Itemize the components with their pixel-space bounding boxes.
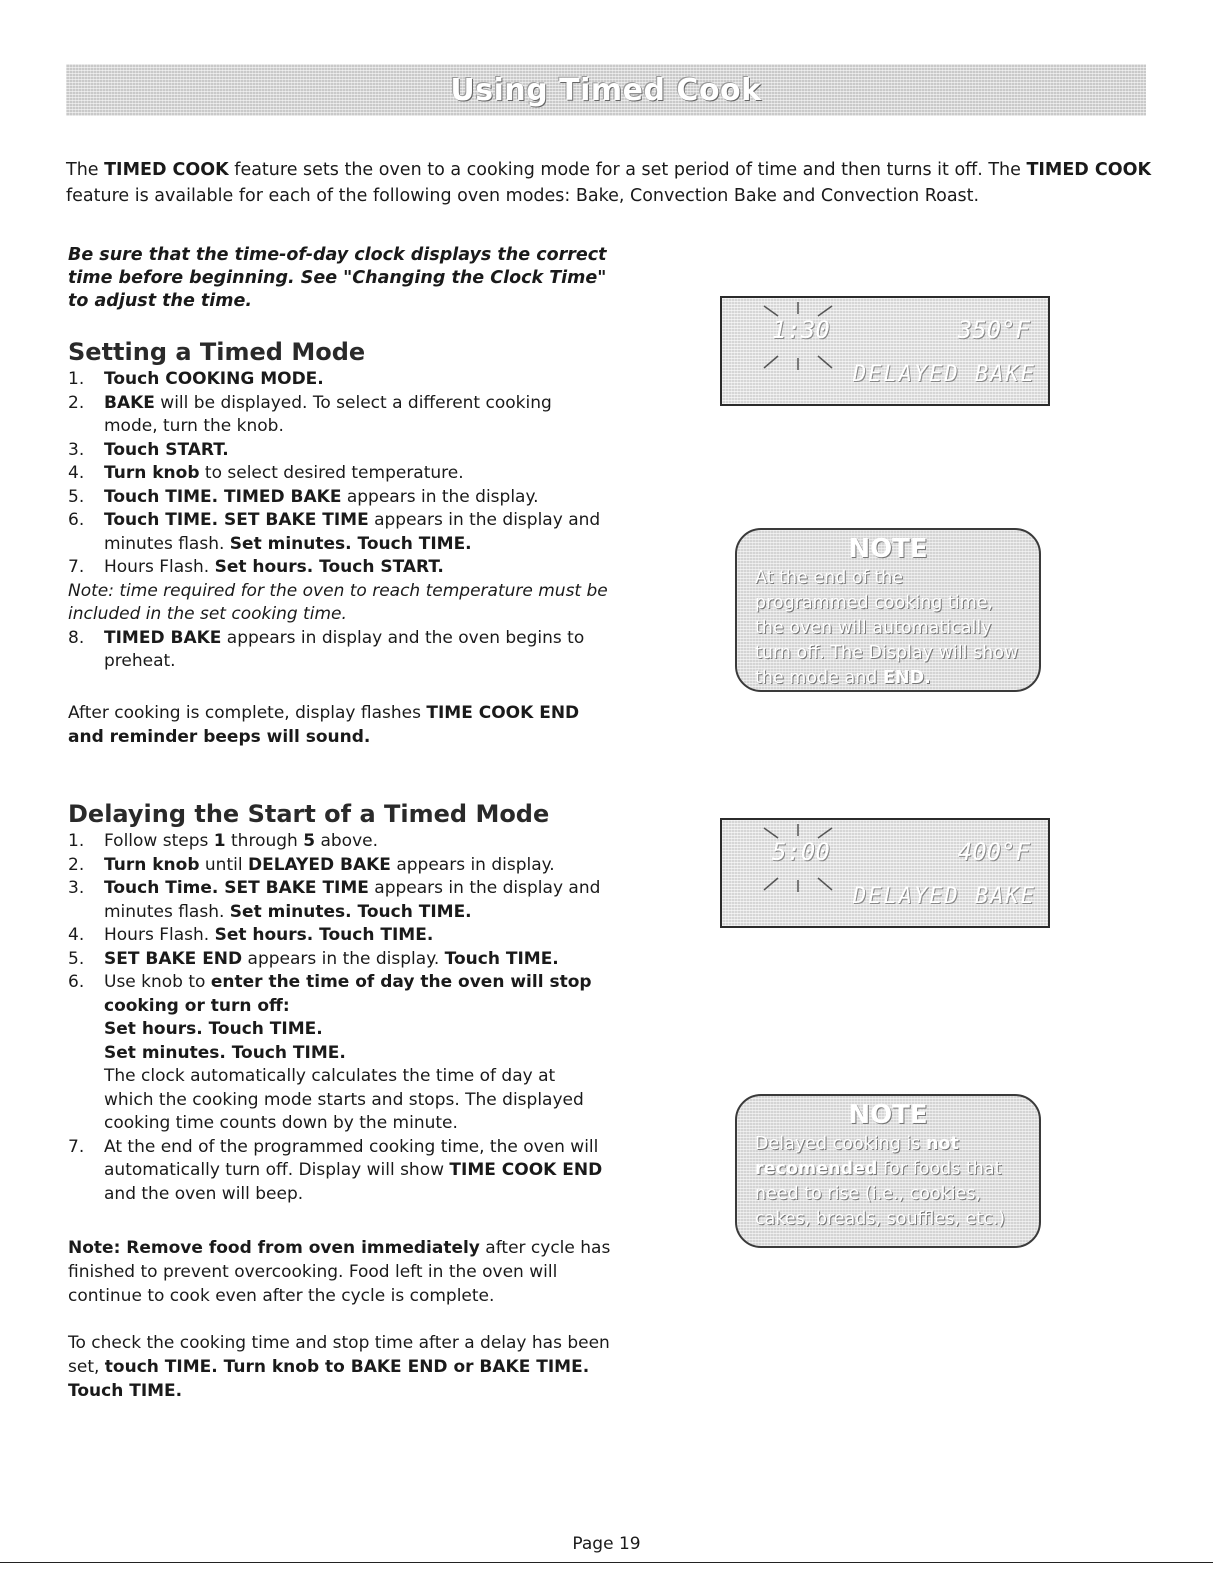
list-item: 8. TIMED BAKE appears in display and the oven begins to preheat. [68,627,585,671]
page-title: Using Timed Cook [450,72,762,108]
list-item: 3. Touch START. [68,439,229,460]
list-item: 5. SET BAKE END appears in the display. Touch TIME. [68,948,559,969]
section-heading-delaying: Delaying the Start of a Timed Mode [68,800,550,828]
display-time: 1:30 [772,316,830,344]
intro-text-1: The [66,160,105,180]
intro-bold-1: TIMED COOK [104,160,229,180]
intro-text-3: feature is available for each of the following oven modes: Bake, Convection Bake and Convection Roast. [66,186,980,206]
check-time-paragraph: To check the cooking time and stop time after a delay has been set, touch TIME. Turn knob to BAKE END or BAKE TIME. Touch TIME. [68,1333,610,1401]
display-temperature: 350°F [957,316,1030,344]
display-time: 5:00 [772,838,830,866]
list-item: 7. Hours Flash. Set hours. Touch START. [68,557,444,577]
list-item: 4. Hours Flash. Set hours. Touch TIME. [68,925,434,945]
time-note: Note: time required for the oven to reach temperature must be included in the set cooking time. [68,580,608,624]
title-banner [66,64,1146,116]
after-cooking-paragraph: After cooking is complete, display flashes TIME COOK END and reminder beeps will sound. [68,703,580,747]
clock-warning: Be sure that the time-of-day clock displays the correct time before beginning. See "Changing the Clock Time" to adjust the time. [68,245,607,311]
delay-steps-list [68,830,608,1206]
oven-display-1 [720,296,1050,406]
oven-display-2 [720,818,1050,928]
note-title: NOTE [848,534,928,564]
list-item: 3. Touch Time. SET BAKE TIME appears in the display and minutes flash. Set minutes. Touch TIME. [68,878,601,922]
bottom-rule [0,1562,1213,1563]
section-heading-setting: Setting a Timed Mode [68,338,366,366]
list-item: 6. Touch TIME. SET BAKE TIME appears in the display and minutes flash. Set minutes. Touch TIME. [68,510,601,554]
note-body: At the end of the programmed cooking time, the oven will automatically turn off. The Display will show the mode and END. [755,568,1019,688]
display-mode: DELAYED BAKE [853,884,1036,909]
list-item: 5. Touch TIME. TIMED BAKE appears in the display. [68,486,539,507]
display-temperature: 400°F [957,838,1030,866]
intro-paragraph [66,157,1156,209]
list-item: 6. Use knob to enter the time of day the oven will stop cooking or turn off: Set hours. Touch TIME. Set minutes. Touch TIME. The clock automatically calculates the time of day at which the cooking mode starts and stops. The displayed cooking time counts down by the minute. [68,972,592,1133]
setting-steps-list [68,368,608,674]
note-body: Delayed cooking is not recomended for foods that need to rise (i.e., cookies, cakes, breads, souffles, etc.) [755,1134,1006,1229]
note-title: NOTE [848,1100,928,1130]
page-number: Page 19 [572,1534,641,1554]
list-item: 2. BAKE will be displayed. To select a different cooking mode, turn the knob. [68,392,552,436]
remove-food-note: Note: Remove food from oven immediately after cycle has finished to prevent overcooking. Food left in the oven will continue to cook even after the cycle is complete. [68,1238,611,1306]
note-box-delayed-cooking [735,1094,1041,1248]
intro-text-2: feature sets the oven to a cooking mode for a set period of time and then turns it off. The [228,160,1027,180]
display-mode: DELAYED BAKE [853,362,1036,387]
intro-bold-2: TIMED COOK [1026,160,1152,180]
note-box-auto-off [735,528,1041,692]
list-item: 1. Touch COOKING MODE. [68,369,324,389]
list-item: 7. At the end of the programmed cooking time, the oven will automatically turn off. Display will show TIME COOK END and the oven will beep. [68,1136,603,1204]
list-item: 2. Turn knob until DELAYED BAKE appears in display. [68,854,555,875]
list-item: 4. Turn knob to select desired temperature. [68,463,464,483]
list-item: 1. Follow steps 1 through 5 above. [68,831,378,851]
